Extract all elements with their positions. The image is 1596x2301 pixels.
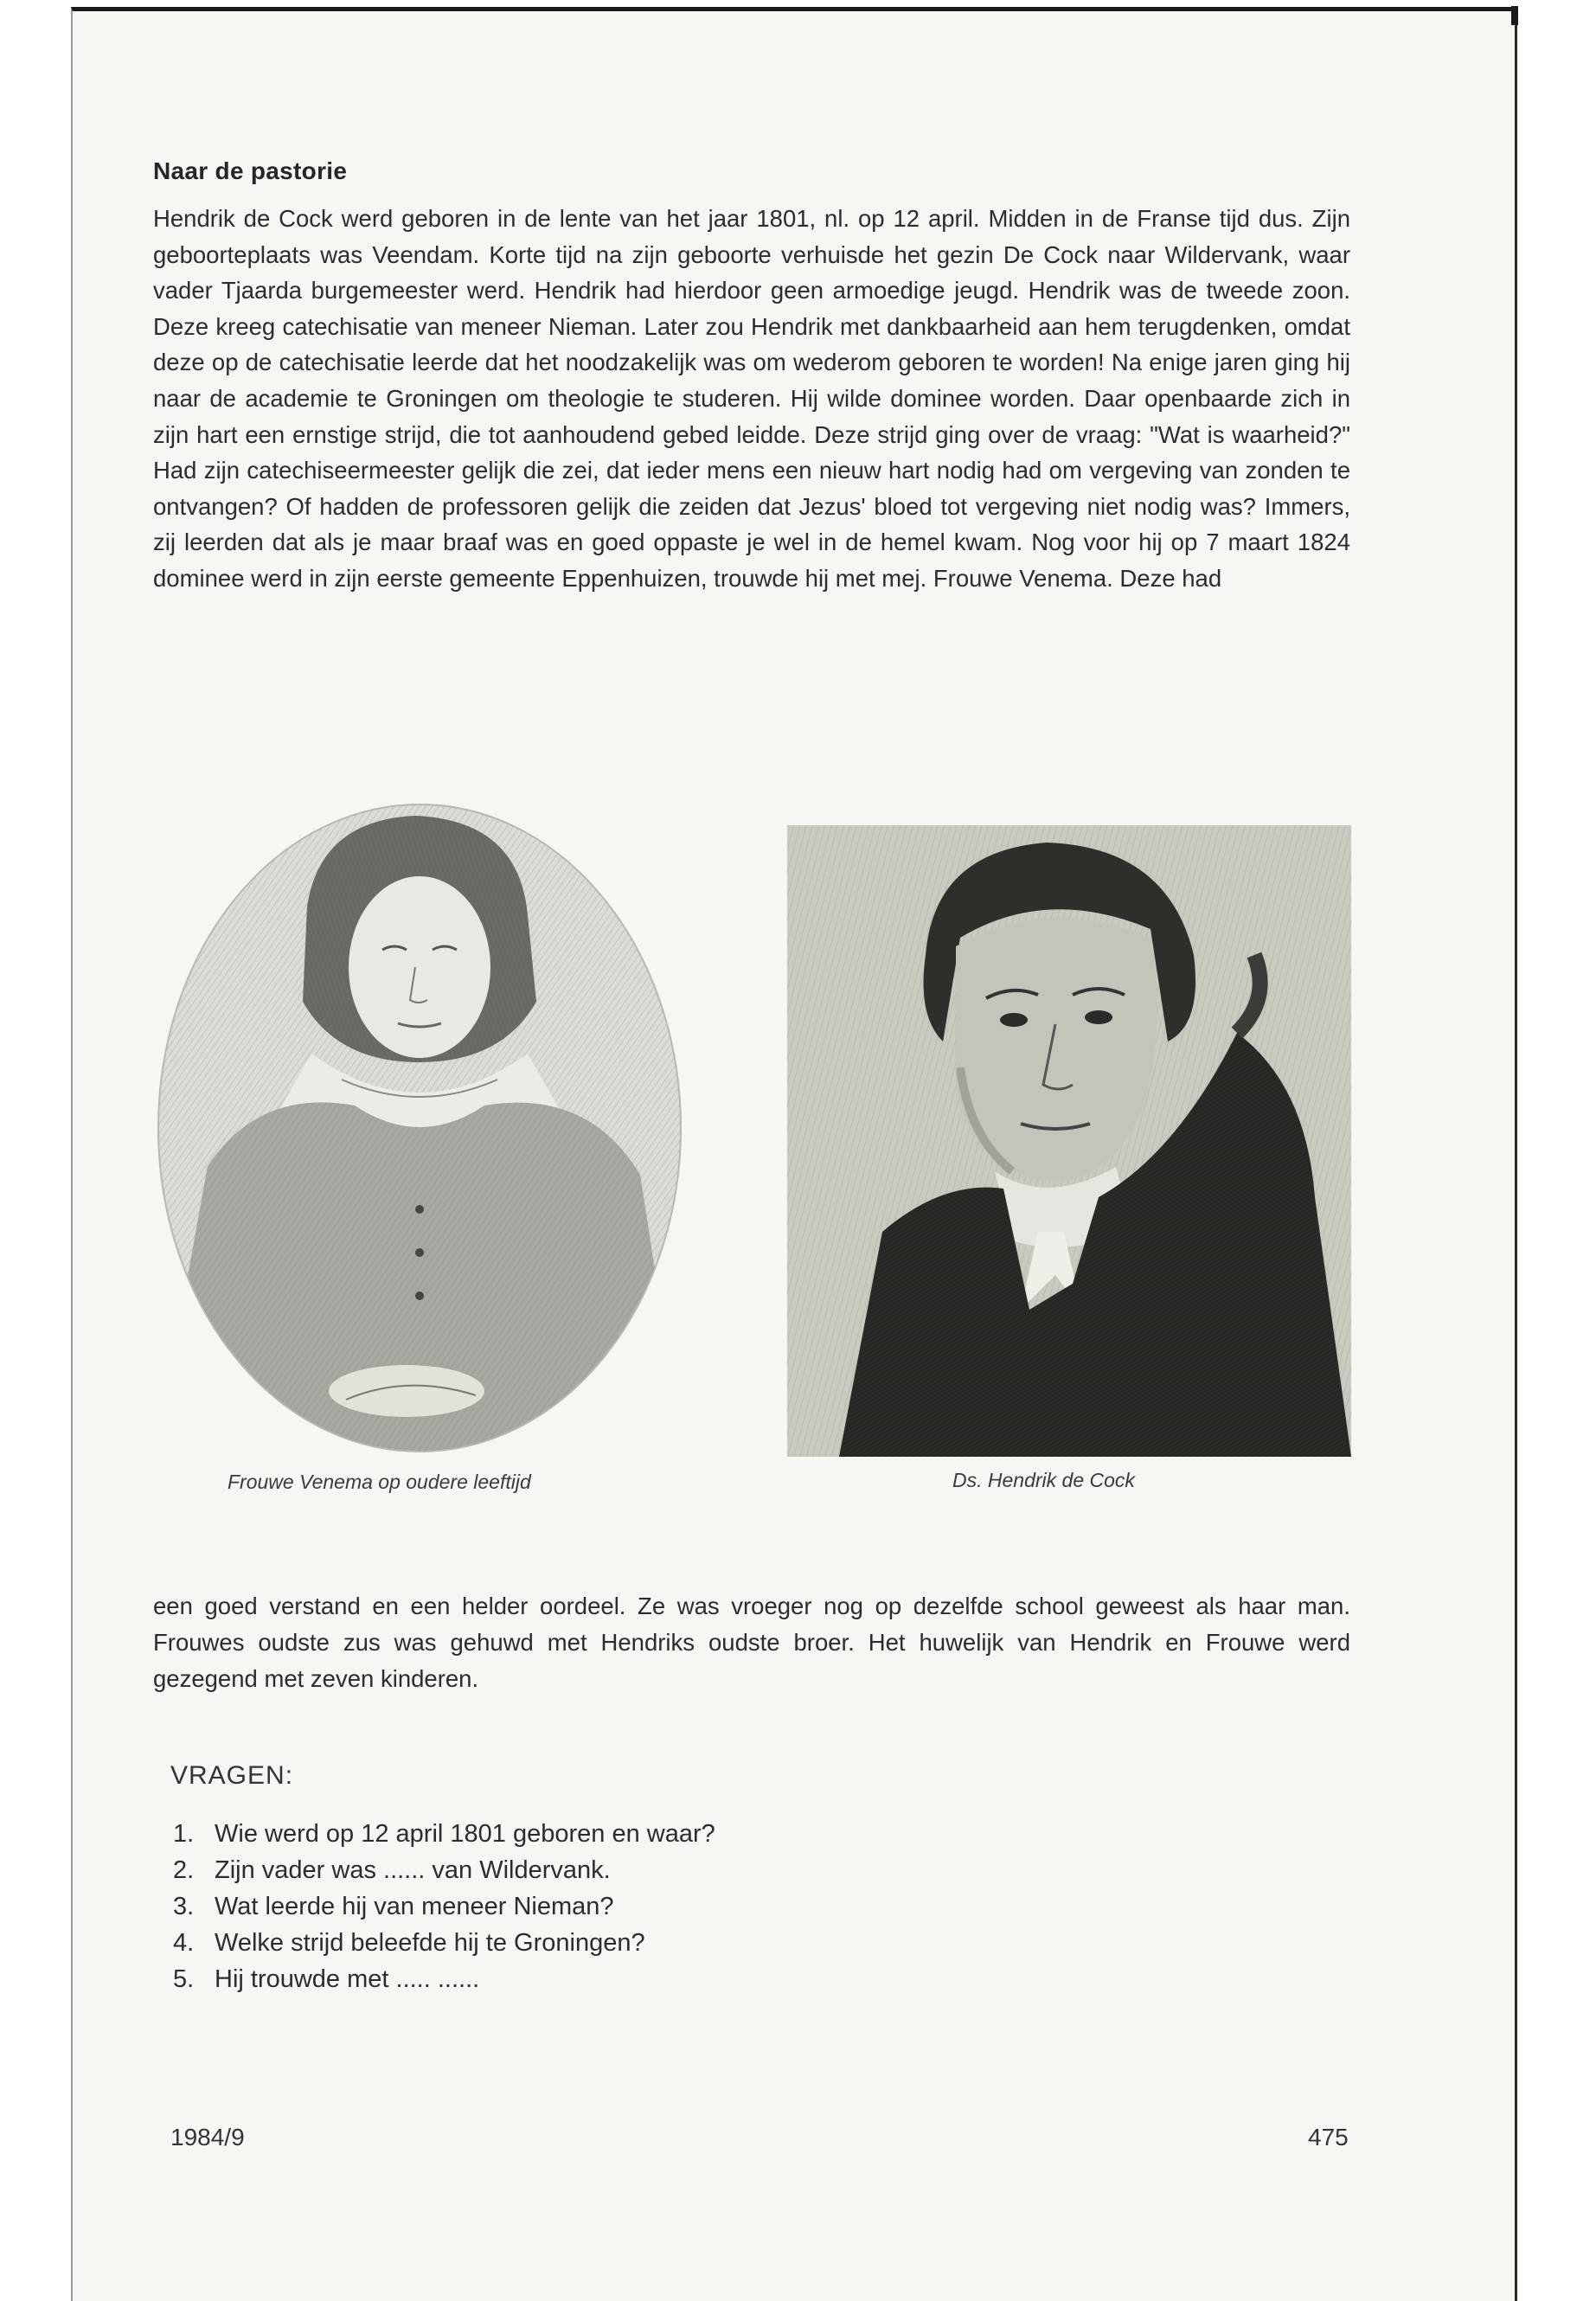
caption-frouwe-venema: Frouwe Venema op oudere leeftijd bbox=[228, 1471, 531, 1493]
page-corner-mark bbox=[1511, 6, 1518, 25]
questions-title: VRAGEN: bbox=[170, 1761, 294, 1790]
questions-list bbox=[173, 1816, 715, 1997]
portrait-frouwe-venema bbox=[156, 803, 683, 1453]
portrait-hendrik-de-cock bbox=[787, 825, 1351, 1457]
question-item: 2. Zijn vader was ...... van Wildervank. bbox=[173, 1856, 611, 1884]
page-number: 475 bbox=[1308, 2124, 1349, 2150]
section-heading: Naar de pastorie bbox=[153, 157, 348, 184]
issue-number: 1984/9 bbox=[170, 2124, 245, 2150]
article-paragraph-1: Hendrik de Cock werd geboren in de lente van het jaar 1801, nl. op 12 april. Midden in de Franse tijd dus. Zijn geboorteplaats was Veendam. Korte tijd na zijn geboorte verhuisde het gezin De Cock naar Wildervank, waar vader Tjaarda burgemeester werd. Hendrik had hierdoor geen armoedige jeugd. Hendrik was de tweede zoon. Deze kreeg catechisatie van meneer Nieman. Later zou Hendrik met dankbaarheid aan hem terugdenken, omdat deze op de catechisatie leerde dat het noodzakelijk was om wederom geboren te worden! Na enige jaren ging hij naar de academie te Groningen om theologie te studeren. Hij wilde dominee worden. Daar openbaarde zich in zijn hart een ernstige strijd, die tot aanhoudend gebed leidde. Deze strijd ging over de vraag: "Wat is waarheid?" Had zijn catechiseermeester gelijk die zei, dat ieder mens een nieuw hart nodig had om vergeving van zonden te ontvangen? Of hadden de professoren gelijk die zeiden dat Jezus' bloed tot vergeving niet nodig was? Immers, zij leerden dat als je maar braaf was en goed oppaste je wel in de hemel kwam. Nog voor hij op 7 maart 1824 dominee werd in zijn eerste gemeente Eppenhuizen, trouwde hij met mej. Frouwe Venema. Deze had bbox=[153, 205, 1350, 592]
question-item: 1. Wie werd op 12 april 1801 geboren en waar? bbox=[173, 1820, 715, 1848]
question-item: 3. Wat leerde hij van meneer Nieman? bbox=[173, 1893, 614, 1920]
question-item: 5. Hij trouwde met ..... ...... bbox=[173, 1965, 480, 1993]
caption-hendrik-de-cock: Ds. Hendrik de Cock bbox=[952, 1469, 1135, 1491]
article-paragraph-2: een goed verstand en een helder oordeel. Ze was vroeger nog op dezelfde school geweest als haar man. Frouwes oudste zus was gehuwd met Hendriks oudste broer. Het huwelijk van Hendrik en Frouwe werd gezegend met zeven kinderen. bbox=[153, 1593, 1350, 1692]
question-item: 4. Welke strijd beleefde hij te Groningen? bbox=[173, 1929, 645, 1957]
